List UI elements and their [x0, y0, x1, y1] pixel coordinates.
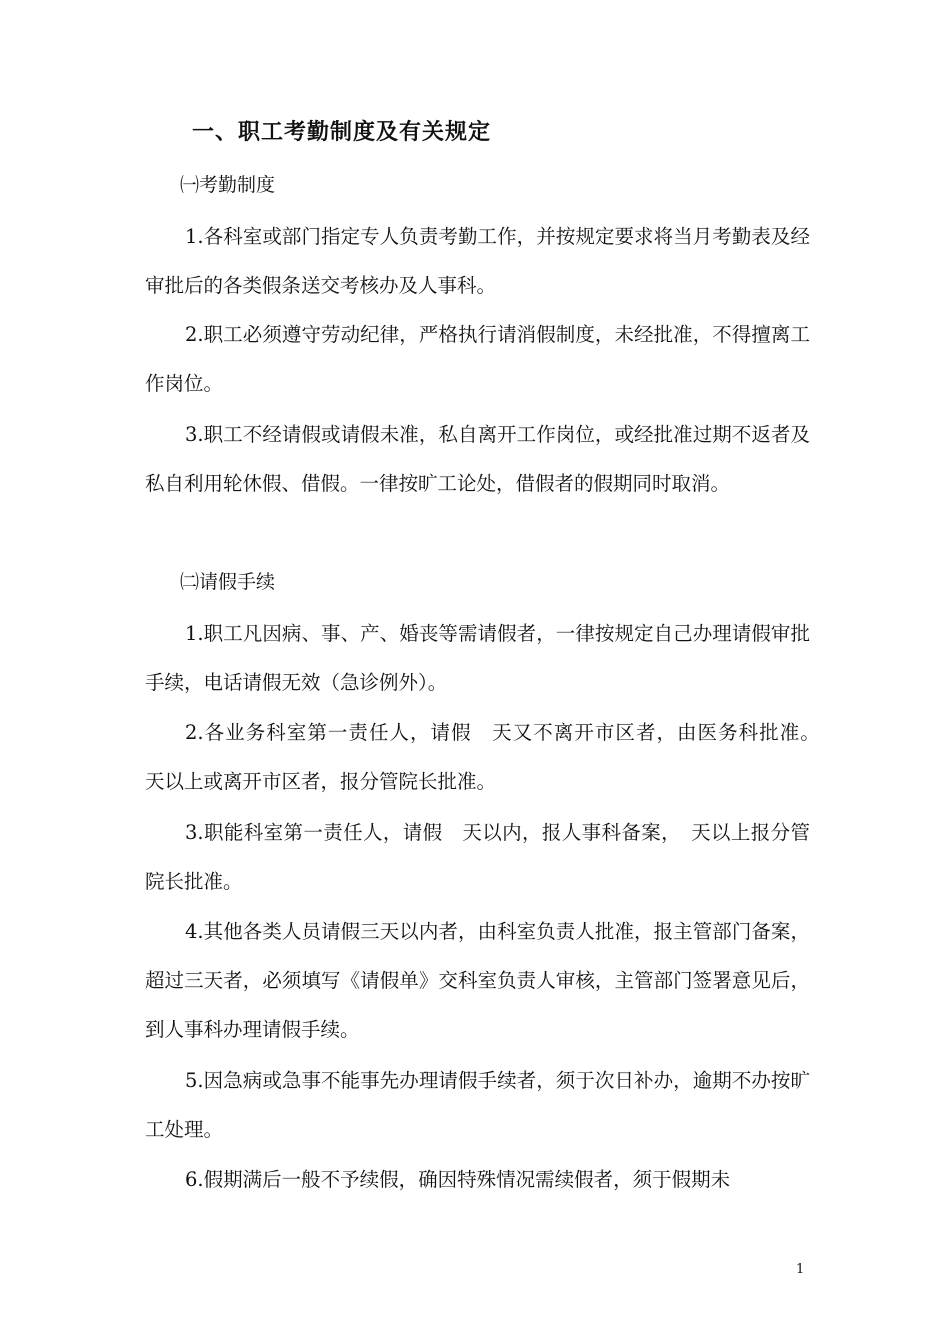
paragraph: 2.职工必须遵守劳动纪律，严格执行请消假制度，未经批准，不得擅离工作岗位。: [145, 323, 810, 395]
section-heading-attendance: ㈠考勤制度: [180, 174, 276, 196]
paragraph: 3.职能科室第一责任人，请假 天以内，报人事科备案， 天以上报分管院长批准。: [145, 821, 810, 893]
page-number: 1: [796, 1262, 805, 1277]
paragraph: 1.各科室或部门指定专人负责考勤工作，并按规定要求将当月考勤表及经审批后的各类假条送交考核办及人事科。: [145, 225, 810, 297]
paragraph: 6.假期满后一般不予续假，确因特殊情况需续假者，须于假期未: [185, 1168, 731, 1191]
paragraph: 4.其他各类人员请假三天以内者，由科室负责人批准，报主管部门备案，超过三天者，必须填写《请假单》交科室负责人审核，主管部门签署意见后，到人事科办理请假手续。: [145, 920, 810, 1041]
section-heading-leave: ㈡请假手续: [180, 571, 276, 593]
paragraph: 3.职工不经请假或请假未准，私自离开工作岗位，或经批准过期不返者及私自利用轮休假、借假。一律按旷工论处，借假者的假期同时取消。: [145, 423, 810, 495]
paragraph: 5.因急病或急事不能事先办理请假手续者，须于次日补办，逾期不办按旷工处理。: [145, 1069, 810, 1141]
paragraph: 2.各业务科室第一责任人，请假 天又不离开市区者，由医务科批准。 天以上或离开市区者，报分管院长批准。: [145, 721, 830, 793]
paragraph: 1.职工凡因病、事、产、婚丧等需请假者，一律按规定自己办理请假审批手续，电话请假无效（急诊例外）。: [145, 622, 810, 694]
document-title: 一、职工考勤制度及有关规定: [192, 120, 492, 145]
